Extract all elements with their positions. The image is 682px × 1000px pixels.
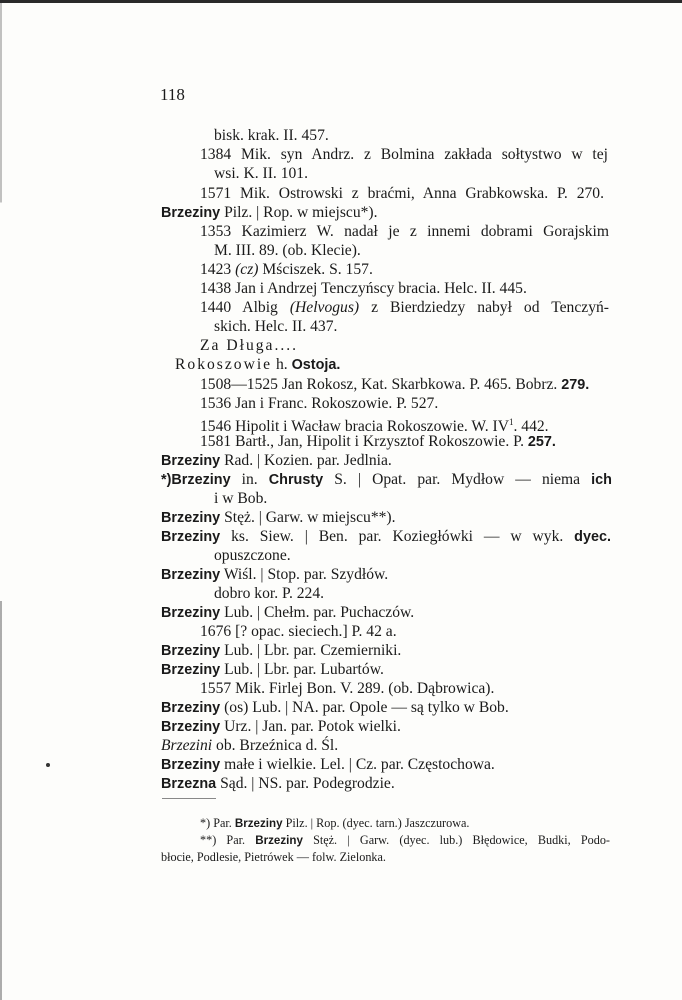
entry-headword: Brzeziny (161, 605, 221, 621)
text-line: 1353 Kazimierz W. nadał je z innemi dobrami Gorajskim (200, 223, 609, 240)
entry-line: Brzeziny (os) Lub. | NA. par. Opole — są tylko w Bob. (161, 699, 509, 716)
entry-line: Brzeziny ks. Siew. | Ben. par. Koziegłówki — w wyk. dyec. (161, 528, 611, 545)
entry-headword: Brzeziny (161, 700, 221, 716)
coat-of-arms: Ostoja. (291, 357, 341, 373)
entry-line: Brzeziny Wiśl. | Stop. par. Szydłów. (161, 566, 389, 583)
text-line: 1536 Jan i Franc. Rokoszowie. P. 527. (200, 395, 439, 412)
footnote: *) Par. Brzeziny Pilz. | Rop. (dyec. tarn.) Jaszczurowa. (200, 816, 470, 830)
text-line: 1546 Hipolit i Wacław bracia Rokoszowie. W. $IV^1$. 442. (200, 417, 549, 436)
entry-line: Brzezini ob. Brzeźnica d. Śl. (161, 737, 339, 754)
entry-headword: *)Brzeziny (161, 472, 231, 488)
text-line: 1384 Mik. syn Andrz. z Bolmina zakłada sołtystwo w tej (200, 146, 608, 163)
text-line: opuszczone. (214, 547, 291, 564)
page-top-edge (0, 0, 682, 3)
entry-headword: Brzeziny (161, 529, 221, 545)
text-line: 1676 [? opac. sieciech.] P. 42 a. (200, 623, 397, 640)
entry-headword: Brzeziny (161, 757, 221, 773)
text-line: skich. Helc. II. 437. (214, 318, 338, 335)
entry-line: Brzeziny Stęż. | Garw. w miejscu**). (161, 509, 396, 526)
text-line: wsi. K. II. 101. (214, 165, 308, 182)
entry-headword: Brzeziny (161, 453, 221, 469)
text-line: i w Bob. (214, 490, 268, 507)
text-line: 1571 Mik. Ostrowski z braćmi, Anna Grabkowska. P. 270. (200, 185, 604, 202)
text-line: 1440 Albig (Helvogus) z Bierdziedzy nabył od Tenczyń- (200, 299, 609, 316)
text-line: 1557 Mik. Firlej Bon. V. 289. (ob. Dąbrowica). (200, 680, 495, 697)
text-line: M. III. 89. (ob. Klecie). (214, 242, 361, 259)
page-number: 118 (160, 85, 185, 104)
entry-headword: Brzeziny (161, 643, 221, 659)
text-line: Za Długa.... (200, 337, 299, 354)
scan-speck (46, 763, 50, 767)
text-line: 1581 Bartł., Jan, Hipolit i Krzysztof Rokoszowie. P. 257. (200, 433, 556, 450)
text-line: 1438 Jan i Andrzej Tenczyńscy bracia. Helc. II. 445. (200, 280, 527, 297)
entry-line: Brzeziny małe i wielkie. Lel. | Cz. par. Częstochowa. (161, 756, 495, 773)
entry-headword: Brzeziny (161, 205, 221, 221)
scan-left-edge (0, 3, 2, 1000)
text-line: 1423 (cz) Mściszek. S. 157. (200, 261, 373, 278)
entry-headword: Brzeziny (161, 567, 221, 583)
text-line: bisk. krak. II. 457. (214, 127, 329, 144)
entry-line: Brzeziny Lub. | Lbr. par. Czemierniki. (161, 642, 402, 659)
footnote-separator (162, 798, 216, 799)
text-line: 1508—1525 Jan Rokosz, Kat. Skarbkowa. P. 465. Bobrz. 279. (200, 376, 590, 393)
entry-headword: Brzeziny (161, 719, 221, 735)
entry-headword: Brzezini (161, 737, 213, 754)
entry-headword: Brzezna (161, 776, 217, 792)
family-line: Rokoszowie h. Ostoja. (175, 356, 341, 373)
entry-line: Brzeziny Rad. | Kozien. par. Jedlnia. (161, 452, 392, 469)
entry-headword: Brzeziny (161, 510, 221, 526)
entry-line: Brzeziny Pilz. | Rop. w miejscu*). (161, 204, 378, 221)
footnote: **) Par. Brzeziny Stęż. | Garw. (dyec. lub.) Błędowice, Budki, Podo- (200, 833, 610, 847)
entry-line: Brzeziny Lub. | Chełm. par. Puchaczów. (161, 604, 415, 621)
entry-line: Brzeziny Urz. | Jan. par. Potok wielki. (161, 718, 401, 735)
entry-line: Brzeziny Lub. | Lbr. par. Lubartów. (161, 661, 384, 678)
footnote: błocie, Podlesie, Pietrówek — folw. Zielonka. (161, 850, 386, 864)
text-line: dobro kor. P. 224. (214, 585, 325, 602)
entry-headword: Brzeziny (161, 662, 221, 678)
entry-line: *)Brzeziny in. Chrusty S. | Opat. par. Mydłow — niema ich (161, 471, 612, 488)
entry-line: Brzezna Sąd. | NS. par. Podegrodzie. (161, 775, 395, 792)
